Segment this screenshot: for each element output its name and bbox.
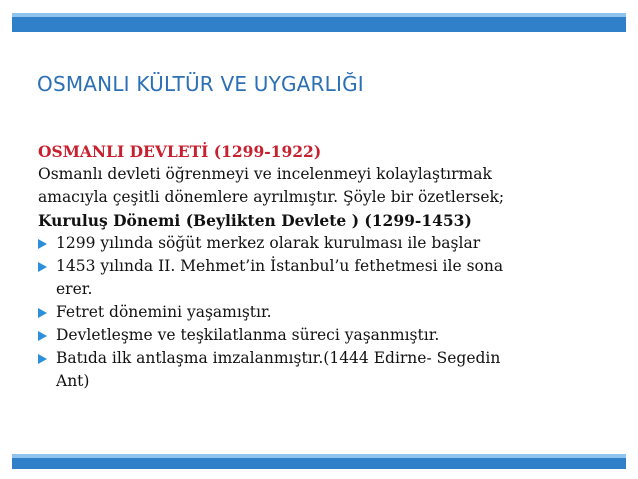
bottom-accent-bar: [12, 458, 626, 469]
slide-title: OSMANLI KÜLTÜR VE UYGARLIĞI: [37, 72, 364, 96]
bullet-text: Batıda ilk antlaşma imzalanmıştır.(1444 Edirne- Segedin: [56, 349, 501, 367]
bullet-item: [38, 232, 598, 255]
bullet-item: [38, 255, 598, 301]
bullet-list: [38, 232, 598, 393]
slide-content: [38, 140, 598, 393]
triangle-bullet-icon: [38, 262, 47, 272]
top-accent-bar: [12, 17, 626, 32]
bullet-text-continued: erer.: [56, 280, 93, 298]
triangle-bullet-icon: [38, 239, 47, 249]
state-heading: OSMANLI DEVLETİ (1299-1922): [38, 142, 322, 161]
triangle-bullet-icon: [38, 308, 47, 318]
bullet-item: [38, 324, 598, 347]
intro-line-1: Osmanlı devleti öğrenmeyi ve incelenmeyi kolaylaştırmak: [38, 165, 492, 183]
intro-line-2: amacıyla çeşitli dönemlere ayrılmıştır. Şöyle bir özetlersek;: [38, 188, 505, 206]
bullet-item: [38, 347, 598, 393]
bullet-text: 1299 yılında söğüt merkez olarak kurulması ile başlar: [56, 234, 481, 252]
bullet-text: 1453 yılında II. Mehmet’in İstanbul’u fethetmesi ile sona: [56, 257, 504, 275]
bullet-item: [38, 301, 598, 324]
bullet-text-continued: Ant): [56, 372, 90, 390]
bullet-text: Devletleşme ve teşkilatlanma süreci yaşanmıştır.: [56, 326, 440, 344]
bullet-text: Fetret dönemini yaşamıştır.: [56, 303, 272, 321]
period-heading: Kuruluş Dönemi (Beylikten Devlete ) (1299-1453): [38, 211, 472, 230]
triangle-bullet-icon: [38, 354, 47, 364]
triangle-bullet-icon: [38, 331, 47, 341]
